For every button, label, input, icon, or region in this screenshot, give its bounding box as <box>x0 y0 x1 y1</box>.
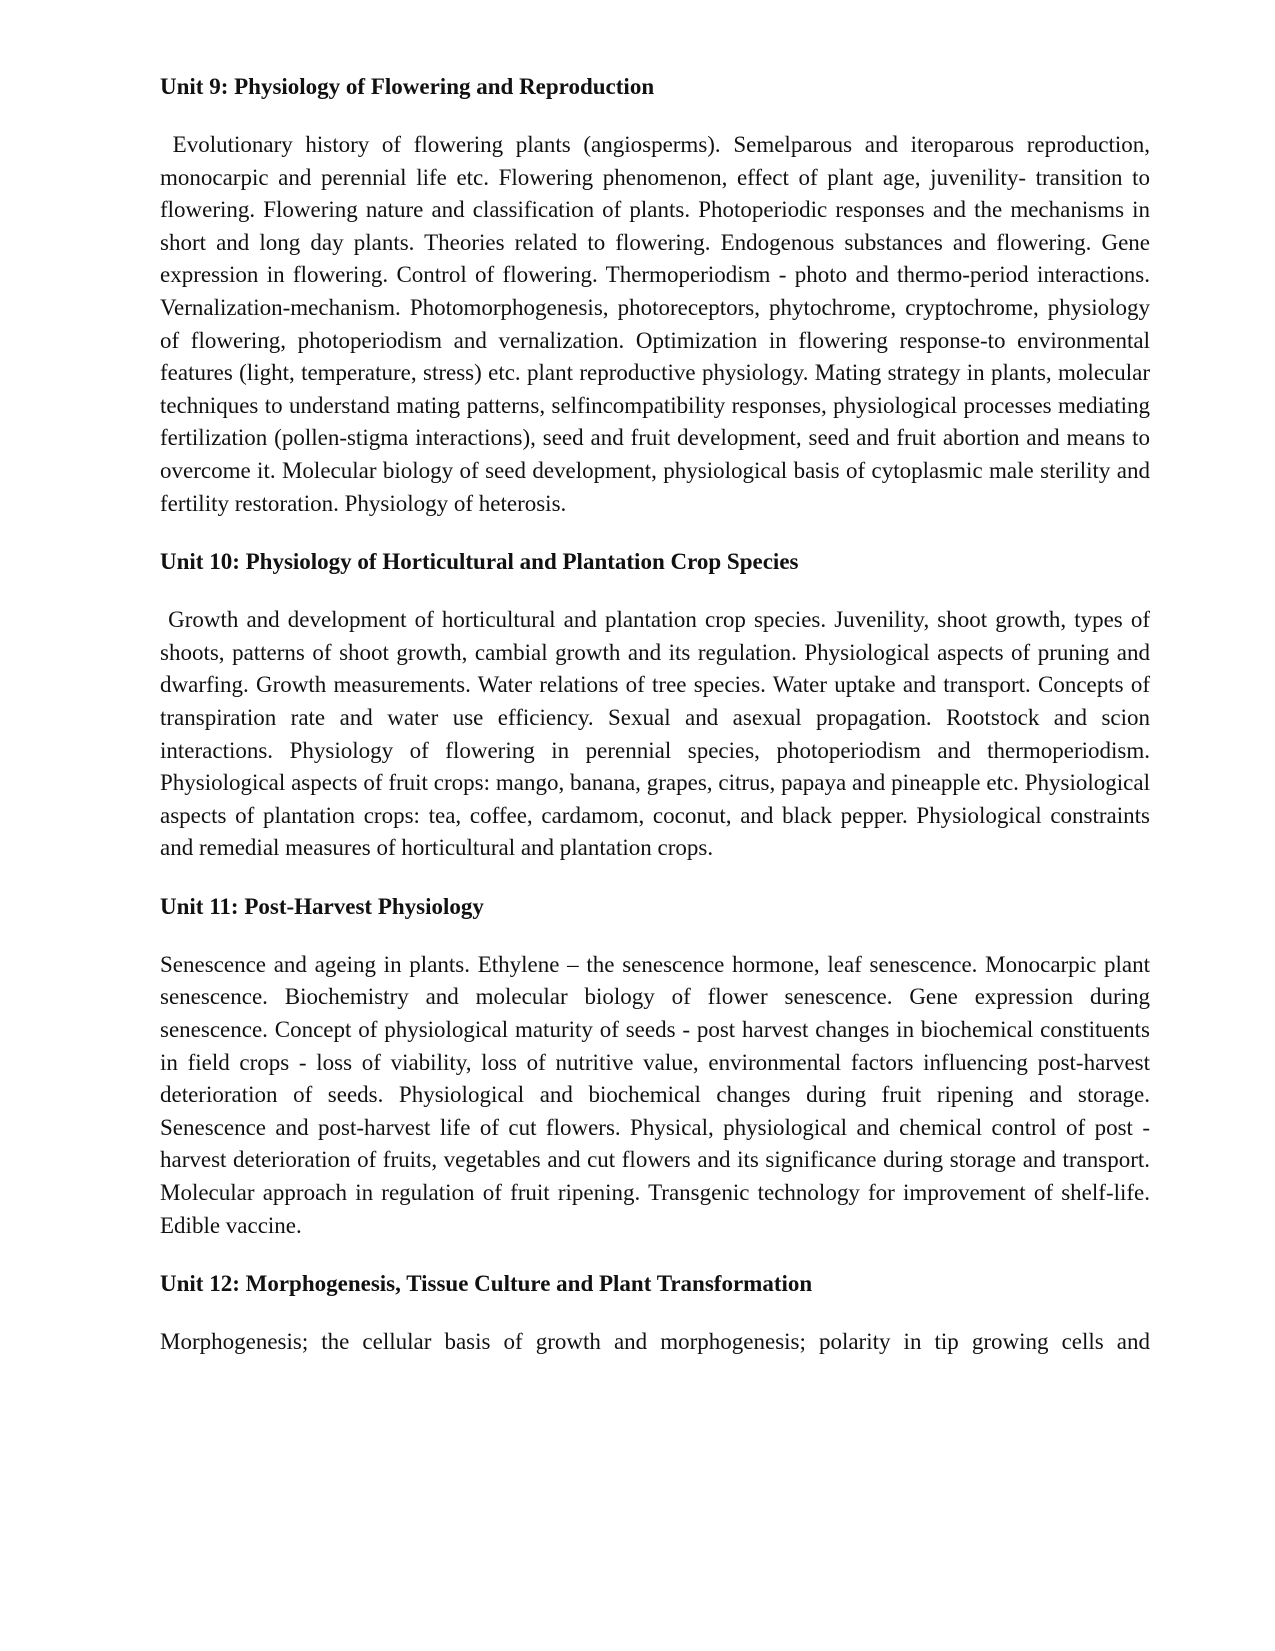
unit-10-body: Growth and development of horticultural and plantation crop species. Juvenility, shoot growth, types of shoots, patterns of shoot growth, cambial growth and its regulation. Physiological aspects of pruning and dwarfing. Growth measurements. Water relations of tree species. Water uptake and transport. Concepts of transpiration rate and water use efficiency. Sexual and asexual propagation. Rootstock and scion interactions. Physiology of flowering in perennial species, photoperiodism and thermoperiodism. Physiological aspects of fruit crops: mango, banana, grapes, citrus, papaya and pineapple etc. Physiological aspects of plantation crops: tea, coffee, cardamom, coconut, and black pepper. Physiological constraints and remedial measures of horticultural and plantation crops. <box>160 607 1156 861</box>
document-page <box>160 72 1156 1386</box>
unit-12-heading: Unit 12: Morphogenesis, Tissue Culture and Plant Transformation <box>160 1271 813 1297</box>
unit-10-section <box>160 547 1156 865</box>
unit-9-section <box>160 72 1156 520</box>
unit-12-section <box>160 1269 1150 1359</box>
unit-11-heading: Unit 11: Post-Harvest Physiology <box>160 893 484 919</box>
unit-9-body: Evolutionary history of flowering plants (angiosperms). Semelparous and iteroparous reproduction, monocarpic and perennial life etc. Flowering phenomenon, effect of plant age, juvenility- transition to flowering. Flowering nature and classification of plants. Photoperiodic responses and the mechanisms in short and long day plants. Theories related to flowering. Endogenous substances and flowering. Gene expression in flowering. Control of flowering. Thermoperiodism - photo and thermo-period interactions. Vernalization-mechanism. Photomorphogenesis, photoreceptors, phytochrome, cryptochrome, physiology of flowering, photoperiodism and vernalization. Optimization in flowering response-to environmental features (light, temperature, stress) etc. plant reproductive physiology. Mating strategy in plants, molecular techniques to understand mating patterns, selfincompatibility responses, physiological processes mediating fertilization (pollen-stigma interactions), seed and fruit development, seed and fruit abortion and means to overcome it. Molecular biology of seed development, physiological basis of cytoplasmic male sterility and fertility restoration. Physiology of heterosis. <box>160 132 1156 516</box>
unit-11-section <box>160 892 1150 1242</box>
unit-9-heading: Unit 9: Physiology of Flowering and Reproduction <box>160 74 655 99</box>
unit-10-heading: Unit 10: Physiology of Horticultural and Plantation Crop Species <box>160 549 799 575</box>
unit-11-body: Senescence and ageing in plants. Ethylene – the senescence hormone, leaf senescence. Monocarpic plant senescence. Biochemistry and molecular biology of flower senescence. Gene expression during senescence. Concept of physiological maturity of seeds - post harvest changes in biochemical constituents in field crops - loss of viability, loss of nutritive value, environmental factors influencing post-harvest deterioration of seeds. Physiological and biochemical changes during fruit ripening and storage. Senescence and post-harvest life of cut flowers. Physical, physiological and chemical control of post - harvest deterioration of fruits, vegetables and cut flowers and its significance during storage and transport. Molecular approach in regulation of fruit ripening. Transgenic technology for improvement of shelf-life. Edible vaccine. <box>160 951 1150 1238</box>
unit-12-body: Morphogenesis; the cellular basis of growth and morphogenesis; polarity in tip growing cells and <box>160 1329 1150 1355</box>
